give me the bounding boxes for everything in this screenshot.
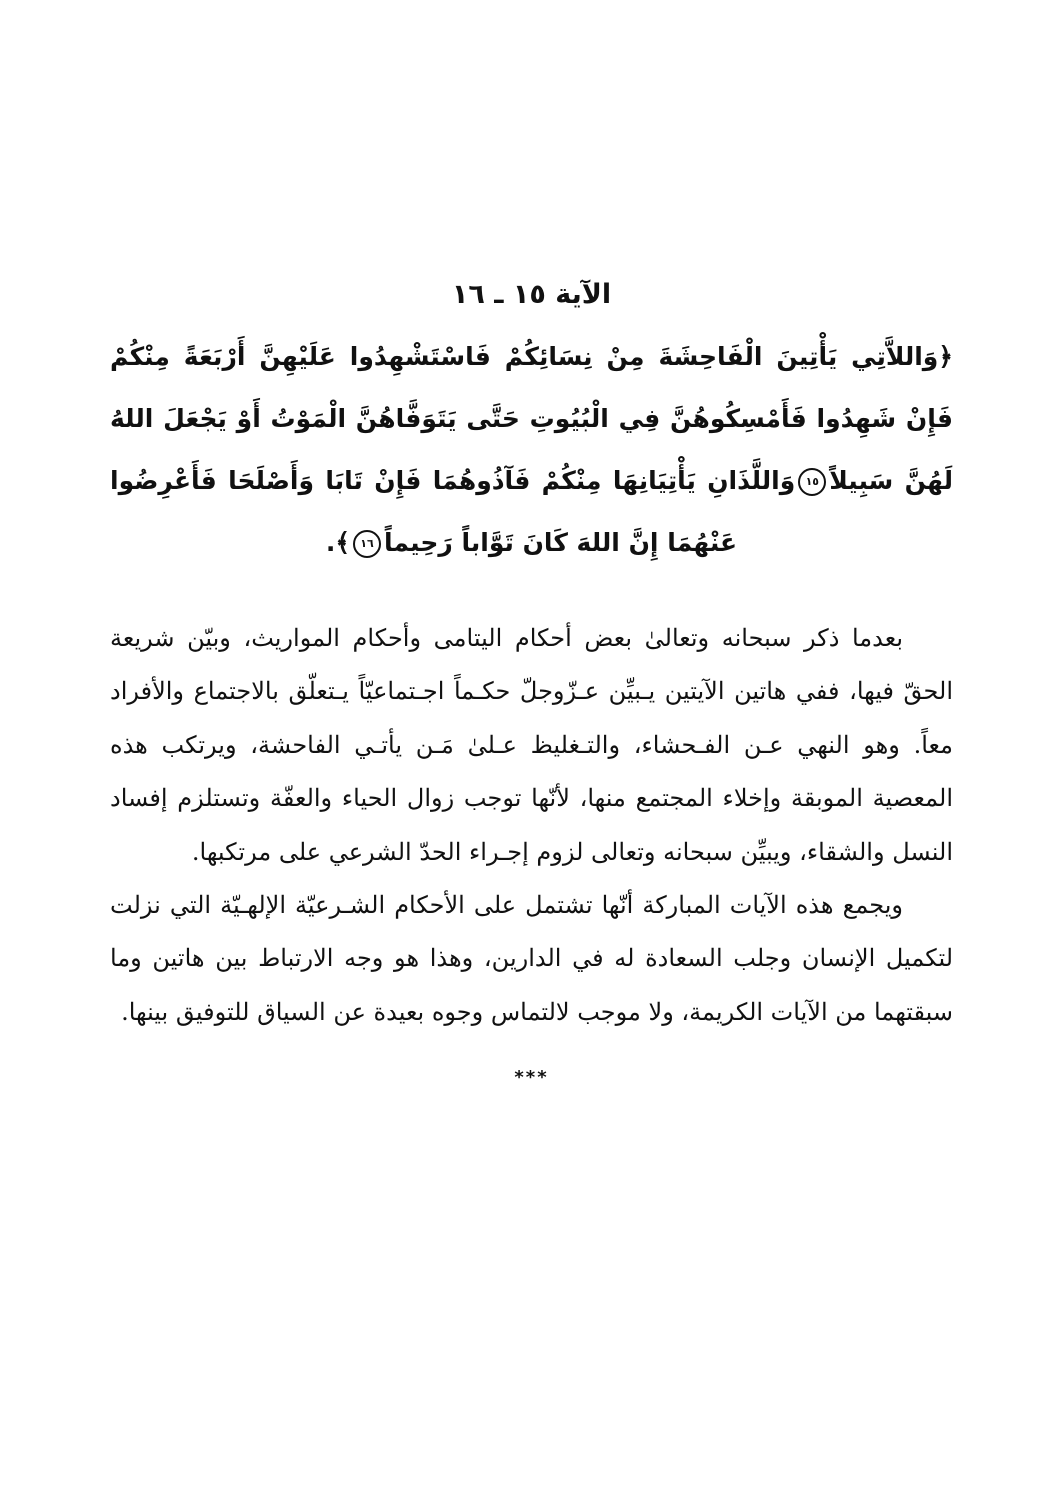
ayah-number-marker-16: ١٦ bbox=[353, 530, 381, 558]
commentary-body bbox=[110, 612, 953, 1039]
verse-part-1: وَاللاَّتِي يَأْتِينَ الْفَاحِشَةَ مِنْ نِسَائِكُمْ فَاسْتَشْهِدُوا عَلَيْهِنَّ أَرْبَعَةً مِنْكُمْ فَإِنْ شَهِدُوا فَأَمْسِكُوهُنَّ فِي الْبُيُوتِ حَتَّى يَتَوَفَّاهُنَّ الْمَوْتُ أَوْ يَجْعَلَ اللهُ لَهُنَّ سَبِيلاً bbox=[110, 342, 953, 495]
commentary-paragraph-1: بعدما ذكر سبحانه وتعالىٰ بعض أحكام اليتامى وأحكام المواريث، وبيّن شريعة الحقّ فيها، ففي هاتين الآيتين يـبيِّن عـزّوجلّ حكـماً اجـتماعيّاً يـتعلّق بالاجتماع والأفراد معاً. وهو النهي عـن الفـحشاء، والتـغليظ عـلىٰ مَـن يأتـي الفاحشة، ويرتكب هذه المعصية الموبقة وإخلاء المجتمع منها، لأنّها توجب زوال الحياء والعفّة وتستلزم إفساد النسل والشقاء، ويبيِّن سبحانه وتعالى لزوم إجـراء الحدّ الشرعي على مرتكبها. bbox=[110, 624, 953, 866]
page-content bbox=[110, 270, 953, 1088]
ayah-number-marker-15: ١٥ bbox=[798, 468, 826, 496]
verse-heading: الآية ١٥ ـ ١٦ bbox=[451, 279, 612, 310]
verse-open-bracket: ﴿ bbox=[938, 342, 953, 371]
section-separator: *** bbox=[514, 1067, 549, 1089]
commentary-paragraph-2: ويجمع هذه الآيات المباركة أنّها تشتمل على الأحكام الشـرعيّة الإلهـيّة التي نزلت لتكميل الإنسان وجلب السعادة له في الدارين، وهذا هو وجه الارتباط بين هاتين وما سبقتهما من الآيات الكريمة، ولا موجب لالتماس وجوه بعيدة عن السياق للتوفيق بينها. bbox=[110, 891, 954, 1026]
verse-part-2: وَاللَّذَانِ يَأْتِيَانِهَا مِنْكُمْ فَآذُوهُمَا فَإِنْ تَابَا وَأَصْلَحَا فَأَعْرِضُوا عَنْهُمَا إِنَّ اللهَ كَانَ تَوَّاباً رَحِيماً bbox=[110, 466, 796, 557]
quran-verse-block bbox=[110, 326, 953, 574]
verse-close-bracket: ﴾. bbox=[325, 528, 351, 557]
